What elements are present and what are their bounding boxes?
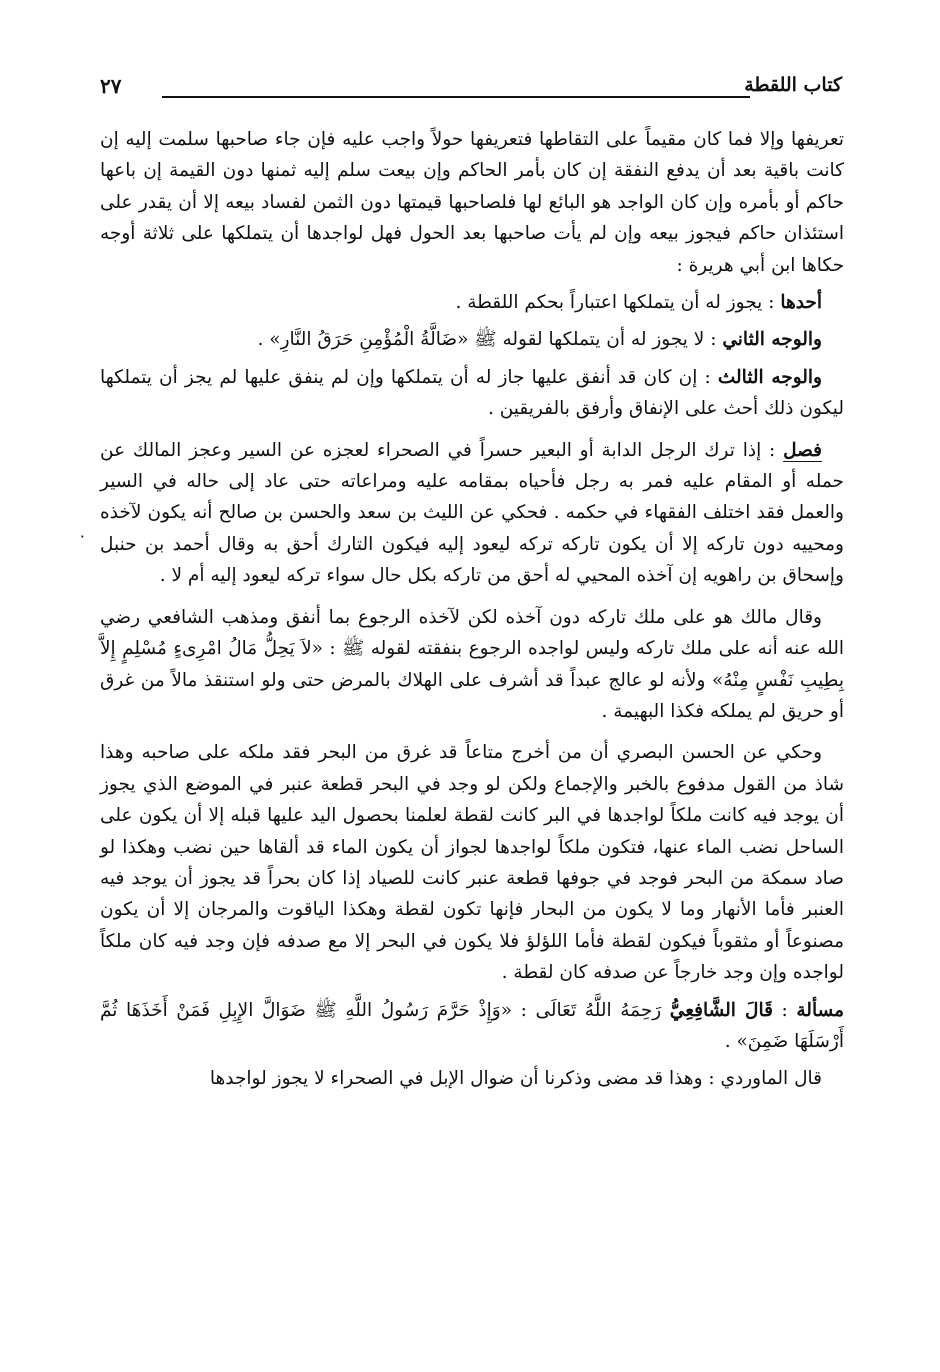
body-text — [100, 124, 844, 1105]
paragraph-label: والوجه الثاني — [722, 329, 822, 351]
paragraph-text: : لا يجوز له أن يتملكها لقوله ﷺ «ضَالَّةُ الْمُؤْمِنِ حَرَقُ النَّارِ» . — [257, 329, 717, 351]
masala-label: مسألة — [796, 999, 844, 1021]
paragraph-text: : إذا ترك الرجل الدابة أو البعير حسراً في الصحراء لعجزه عن السير وعجز المالك عن حمله أو المقام عليه فمر به رجل فأحياه بمقامه عليه ومراعاته حتى عاد إلى حاله في السير والعمل فقد اختلف الفقهاء في حكمه . فحكي عن الليث بن سعد والحسن بن صالح أنه يكون لآخذه ومحييه دون تاركه إلا أن يكون تاركه تركه ليعود إليه فيكون التارك أحق به وقال أحمد بن حنبل وإسحاق بن راهويه إن آخذه المحيي له أحق من تاركه بكل حال سواء تركه ليعود إليه أم لا . — [100, 439, 844, 587]
paragraph-3 — [100, 324, 844, 355]
paragraph-2 — [100, 287, 844, 318]
paragraph-text: وقال مالك هو على ملك تاركه دون آخذه لكن لآخذه الرجوع بما أنفق ومذهب الشافعي رضي الله عنه أنه على ملك تاركه وليس لواجده الرجوع بنفقته لقوله ﷺ : «لاَ يَحِلُّ مَالُ امْرِىءٍ مُسْلِمٍ إِلاَّ بِطِيبِ نَفْسٍ مِنْهُ» ولأنه لو عالج عبداً قد أشرف على الهلاك بالمرض حتى ولو استنقذ مالاً من غرق أو حريق لم يملكه فكذا البهيمة . — [100, 606, 844, 722]
margin-mark: ٠ — [78, 526, 87, 545]
paragraph-8: مسألة : قَالَ الشَّافِعِيُّ رَحِمَهُ اللَّهُ تَعَالَى : «وَإِذْ حَرَّمَ رَسُولُ اللَّهِ ﷺ ضَوَالَّ الإِبِلِ فَمَنْ أَخَذَهَا ثُمَّ أَرْسَلَهَا ضَمِنَ» . — [100, 999, 844, 1052]
page-header — [100, 74, 842, 114]
paragraph-text: : إن كان قد أنفق عليها جاز له أن يتملكها وإن لم ينفق عليها لم يجز أن يتملكها ليكون ذلك أحث على الإنفاق وأرفق بالفريقين . — [100, 366, 844, 420]
paragraph-text: قال الماوردي : وهذا قد مضى وذكرنا أن ضوال الإبل في الصحراء لا يجوز لواجدها — [209, 1068, 822, 1090]
paragraph-text: رَحِمَهُ اللَّهُ تَعَالَى : «وَإِذْ حَرَّمَ رَسُولُ اللَّهِ ﷺ ضَوَالَّ الإِبِلِ فَمَنْ أَخَذَهَا ثُمَّ أَرْسَلَهَا ضَمِنَ» . — [100, 999, 844, 1052]
paragraph-9 — [100, 1063, 844, 1094]
paragraph-4 — [100, 362, 844, 425]
page-number: ٢٧ — [100, 74, 122, 98]
paragraph-label: أحدها — [780, 292, 822, 314]
section-label: فصل — [783, 439, 822, 461]
paragraph-label: والوجه الثالث — [717, 366, 822, 388]
header-rule — [162, 96, 750, 98]
paragraph-7 — [100, 737, 844, 988]
shafii-label: قَالَ الشَّافِعِيُّ — [669, 999, 773, 1021]
paragraph-5 — [100, 435, 844, 592]
paragraph-text: وحكي عن الحسن البصري أن من أخرج متاعاً قد غرق من البحر فقد ملكه على صاحبه وهذا شاذ من القول مدفوع بالخبر والإجماع ولكن لو وجد في البحر قطعة عنبر في الموضع الذي يجوز أن يوجد فيه كانت ملكاً لواجدها في البر كانت لقطة لعلمنا بحصول اليد عليها قبله إلا أن يكون على الساحل نضب الماء عنها، فتكون ملكاً لواجدها لجواز أن يكون الماء قد ألقاها حين نضب وهكذا لو صاد سمكة من البحر فوجد في جوفها قطعة عنبر كانت للصياد إذا كان بحراً قد يجوز أن يوجد فيه العنبر فأما الأنهار وما لا يكون من البحار فإنها تكون لقطة وهكذا الياقوت والمرجان إلا أن يكون مصنوعاً أو مثقوباً فيكون لقطة فأما اللؤلؤ فلا يكون في البحر إلا مع صدفه فإن وجد فيه كان ملكاً لواجده وإن وجد خارجاً عن صدفه كان لقطة . — [100, 742, 844, 984]
paragraph-text: تعريفها وإلا فما كان مقيماً على التقاطها فتعريفها حولاً واجب عليه فإن جاء صاحبها سلمت إليه إن كانت باقية بعد أن يدفع النفقة إن كان بأمر الحاكم وإن بيعت سلم إليه ثمنها دون القيمة إن باعها حاكم أو بأمره وإن كان الواجد هو البائع لها فلصاحبها قيمتها دون الثمن لفساد بيعه إلا أن يقدر على استئذان حاكم فيجوز بيعه وإن لم يأت صاحبها بعد الحول فهل لواجدها أن يتملكها على ثلاثة أوجه حكاها ابن أبي هريرة : — [100, 129, 844, 276]
paragraph-6 — [100, 602, 844, 728]
chapter-title: كتاب اللقطة — [744, 74, 842, 96]
paragraph-1 — [100, 124, 844, 281]
paragraph-text: : يجوز له أن يتملكها اعتباراً بحكم اللقطة . — [455, 292, 775, 314]
